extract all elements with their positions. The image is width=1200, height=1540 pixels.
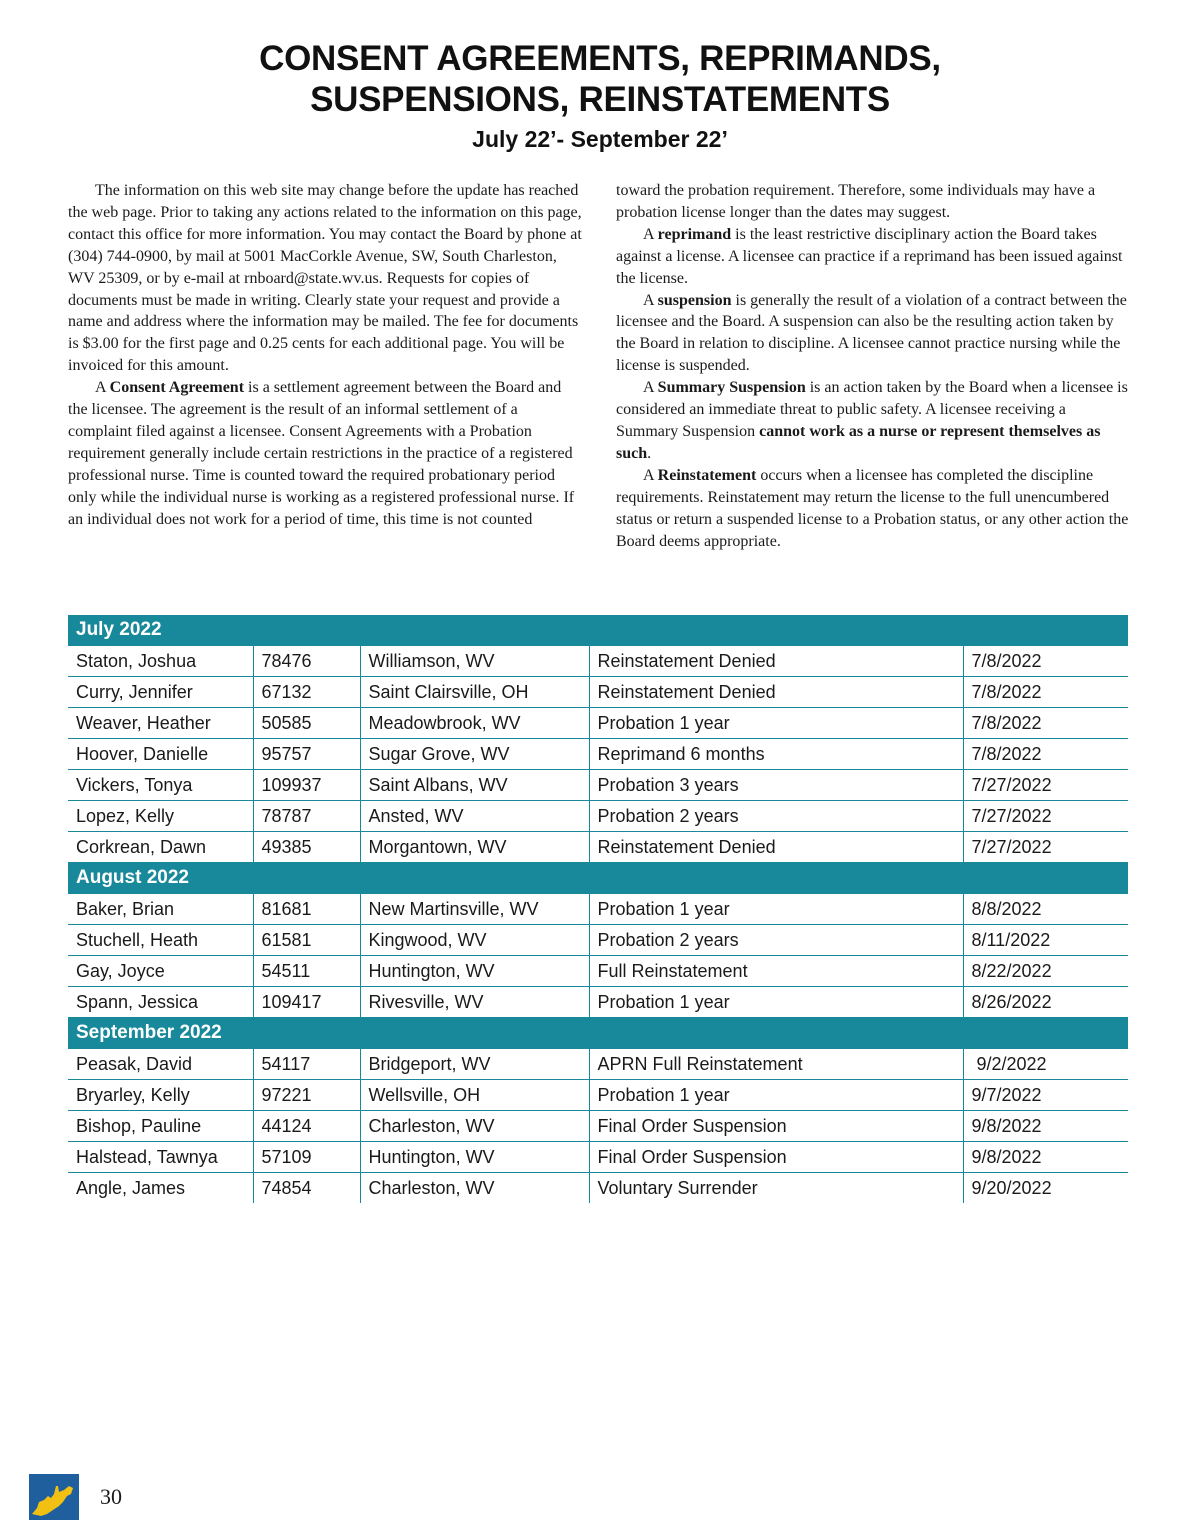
title-line-2: SUSPENSIONS, REINSTATEMENTS — [310, 80, 890, 119]
cell-date: 9/8/2022 — [963, 1142, 1128, 1173]
cell-name: Bishop, Pauline — [68, 1111, 253, 1142]
cell-license-number: 57109 — [253, 1142, 360, 1173]
month-header-row — [68, 615, 1128, 646]
cell-license-number: 49385 — [253, 832, 360, 863]
term-reprimand: reprimand — [657, 225, 732, 243]
cell-location: Saint Albans, WV — [360, 770, 589, 801]
cell-license-number: 109417 — [253, 987, 360, 1018]
intro-paragraph-continued: toward the probation requirement. Therefore, some individuals may have a probation license longer than the dates may suggest. — [616, 182, 1096, 221]
cell-name: Bryarley, Kelly — [68, 1080, 253, 1111]
cell-action: Full Reinstatement — [589, 956, 963, 987]
table-row — [68, 801, 1128, 832]
cell-date: 9/7/2022 — [963, 1080, 1128, 1111]
cell-action: Probation 2 years — [589, 925, 963, 956]
cell-date: 7/8/2022 — [963, 677, 1128, 708]
table-row — [68, 1111, 1128, 1142]
cell-location: New Martinsville, WV — [360, 894, 589, 925]
intro-paragraph-suspension: A suspension is generally the result of a violation of a contract between the licensee and the Board. A suspension can also be the resulting action taken by the Board in relation to discipline. A licensee cannot practice nursing while the license is suspended. — [616, 291, 1127, 375]
cell-name: Lopez, Kelly — [68, 801, 253, 832]
cell-location: Sugar Grove, WV — [360, 739, 589, 770]
cell-date: 9/2/2022 — [963, 1049, 1128, 1080]
cell-action: Probation 1 year — [589, 987, 963, 1018]
cell-action: Probation 1 year — [589, 894, 963, 925]
cell-license-number: 54117 — [253, 1049, 360, 1080]
cell-date: 8/8/2022 — [963, 894, 1128, 925]
cell-license-number: 78476 — [253, 646, 360, 677]
term-reinstatement: Reinstatement — [657, 466, 757, 484]
cell-name: Gay, Joyce — [68, 956, 253, 987]
cell-action: Probation 1 year — [589, 708, 963, 739]
intro-column-right — [616, 180, 1130, 552]
table-row — [68, 646, 1128, 677]
table-row — [68, 677, 1128, 708]
cell-location: Charleston, WV — [360, 1111, 589, 1142]
table-row — [68, 987, 1128, 1018]
cell-location: Morgantown, WV — [360, 832, 589, 863]
cell-location: Bridgeport, WV — [360, 1049, 589, 1080]
cell-name: Staton, Joshua — [68, 646, 253, 677]
cell-license-number: 54511 — [253, 956, 360, 987]
intro-paragraph-reprimand: A reprimand is the least restrictive disciplinary action the Board takes against a license. A licensee can practice if a reprimand has been issued against the license. — [616, 225, 1123, 287]
cell-license-number: 44124 — [253, 1111, 360, 1142]
cell-license-number: 50585 — [253, 708, 360, 739]
term-summary-suspension: Summary Suspension — [657, 379, 806, 397]
west-virginia-state-icon — [29, 1474, 79, 1520]
cell-date: 7/27/2022 — [963, 770, 1128, 801]
cell-date: 7/27/2022 — [963, 801, 1128, 832]
intro-column-left — [68, 180, 582, 552]
cell-action: Probation 2 years — [589, 801, 963, 832]
cell-date: 8/26/2022 — [963, 987, 1128, 1018]
cell-name: Halstead, Tawnya — [68, 1142, 253, 1173]
cell-name: Stuchell, Heath — [68, 925, 253, 956]
cell-name: Corkrean, Dawn — [68, 832, 253, 863]
intro-paragraph-reinstatement: A Reinstatement occurs when a licensee has completed the discipline requirements. Reinstatement may return the license to the full unencumbered status or return a suspended license to a Probation status, or any other action the Board deems appropriate. — [616, 466, 1129, 550]
intro-paragraph-summary-suspension: A Summary Suspension is an action taken by the Board when a licensee is considered an immediate threat to public safety. A licensee receiving a Summary Suspension cannot work as a nurse or represent themselves as such. — [616, 379, 1128, 462]
table-row — [68, 1080, 1128, 1111]
cell-name: Hoover, Danielle — [68, 739, 253, 770]
disciplinary-actions-table-wrap — [68, 615, 1128, 1203]
cell-name: Baker, Brian — [68, 894, 253, 925]
cell-action: Reinstatement Denied — [589, 646, 963, 677]
cell-name: Weaver, Heather — [68, 708, 253, 739]
title-line-1: CONSENT AGREEMENTS, REPRIMANDS, — [259, 39, 941, 78]
cell-action: Reinstatement Denied — [589, 832, 963, 863]
cell-location: Huntington, WV — [360, 1142, 589, 1173]
month-header-row — [68, 1018, 1128, 1049]
cell-location: Wellsville, OH — [360, 1080, 589, 1111]
cell-date: 8/11/2022 — [963, 925, 1128, 956]
intro-paragraph-consent-agreement: A Consent Agreement is a settlement agreement between the Board and the licensee. The agreement is the result of an informal settlement of a complaint filed against a licensee. Consent Agreements with a Probation requirement generally include certain restrictions in the practice of a registered professional nurse. Time is counted toward the required probationary period only while the individual nurse is working as a registered professional nurse. If an individual does not work for a period of time, this time is not counted — [68, 379, 575, 528]
cell-action: Probation 3 years — [589, 770, 963, 801]
cell-location: Rivesville, WV — [360, 987, 589, 1018]
cell-action: Final Order Suspension — [589, 1111, 963, 1142]
cell-action: APRN Full Reinstatement — [589, 1049, 963, 1080]
term-consent-agreement: Consent Agreement — [109, 379, 245, 397]
cell-date: 7/8/2022 — [963, 646, 1128, 677]
cell-license-number: 81681 — [253, 894, 360, 925]
page-subtitle: July 22’- September 22’ — [472, 126, 728, 152]
cell-license-number: 97221 — [253, 1080, 360, 1111]
footer-logo-block — [29, 1474, 79, 1520]
cell-location: Charleston, WV — [360, 1173, 589, 1204]
cell-location: Huntington, WV — [360, 956, 589, 987]
table-row — [68, 1173, 1128, 1204]
table-row — [68, 1049, 1128, 1080]
page-title — [0, 38, 1200, 120]
table-row — [68, 894, 1128, 925]
month-header: August 2022 — [68, 863, 1128, 894]
month-header-row — [68, 863, 1128, 894]
cell-action: Reinstatement Denied — [589, 677, 963, 708]
cell-date: 7/8/2022 — [963, 708, 1128, 739]
page-number: 30 — [100, 1484, 122, 1509]
month-header: September 2022 — [68, 1018, 1128, 1049]
cell-license-number: 74854 — [253, 1173, 360, 1204]
cell-license-number: 61581 — [253, 925, 360, 956]
cell-action: Final Order Suspension — [589, 1142, 963, 1173]
cell-date: 8/22/2022 — [963, 956, 1128, 987]
table-body — [68, 615, 1128, 1203]
cell-name: Curry, Jennifer — [68, 677, 253, 708]
cell-name: Peasak, David — [68, 1049, 253, 1080]
table-row — [68, 832, 1128, 863]
table-row — [68, 739, 1128, 770]
intro-text — [68, 180, 1130, 552]
table-row — [68, 925, 1128, 956]
cell-location: Saint Clairsville, OH — [360, 677, 589, 708]
cell-action: Voluntary Surrender — [589, 1173, 963, 1204]
table-row — [68, 708, 1128, 739]
cell-name: Vickers, Tonya — [68, 770, 253, 801]
cell-location: Kingwood, WV — [360, 925, 589, 956]
term-suspension: suspension — [657, 291, 732, 309]
summary-suspension-restriction: cannot work as a nurse or represent themselves as such — [616, 422, 1101, 462]
cell-action: Probation 1 year — [589, 1080, 963, 1111]
cell-date: 9/20/2022 — [963, 1173, 1128, 1204]
table-row — [68, 770, 1128, 801]
cell-location: Williamson, WV — [360, 646, 589, 677]
cell-name: Spann, Jessica — [68, 987, 253, 1018]
cell-license-number: 78787 — [253, 801, 360, 832]
intro-paragraph-contact: The information on this web site may change before the update has reached the web page. Prior to taking any actions related to the information on this page, contact this office for more information. You may contact the Board by phone at (304) 744-0900, by mail at 5001 MacCorkle Avenue, SW, South Charleston, WV 25309, or by e-mail at rnboard@state.wv.us. Requests for copies of documents must be made in writing. Clearly state your request and provide a name and address where the information may be mailed. The fee for documents is $3.00 for the first page and 0.25 cents for each additional page. You will be invoiced for this amount. — [68, 182, 582, 375]
cell-license-number: 95757 — [253, 739, 360, 770]
cell-date: 7/27/2022 — [963, 832, 1128, 863]
cell-license-number: 109937 — [253, 770, 360, 801]
cell-license-number: 67132 — [253, 677, 360, 708]
cell-location: Ansted, WV — [360, 801, 589, 832]
disciplinary-actions-table — [68, 615, 1128, 1203]
cell-location: Meadowbrook, WV — [360, 708, 589, 739]
cell-date: 7/8/2022 — [963, 739, 1128, 770]
cell-date: 9/8/2022 — [963, 1111, 1128, 1142]
cell-action: Reprimand 6 months — [589, 739, 963, 770]
table-row — [68, 1142, 1128, 1173]
cell-name: Angle, James — [76, 1177, 186, 1198]
month-header: July 2022 — [68, 615, 1128, 646]
table-row — [68, 956, 1128, 987]
